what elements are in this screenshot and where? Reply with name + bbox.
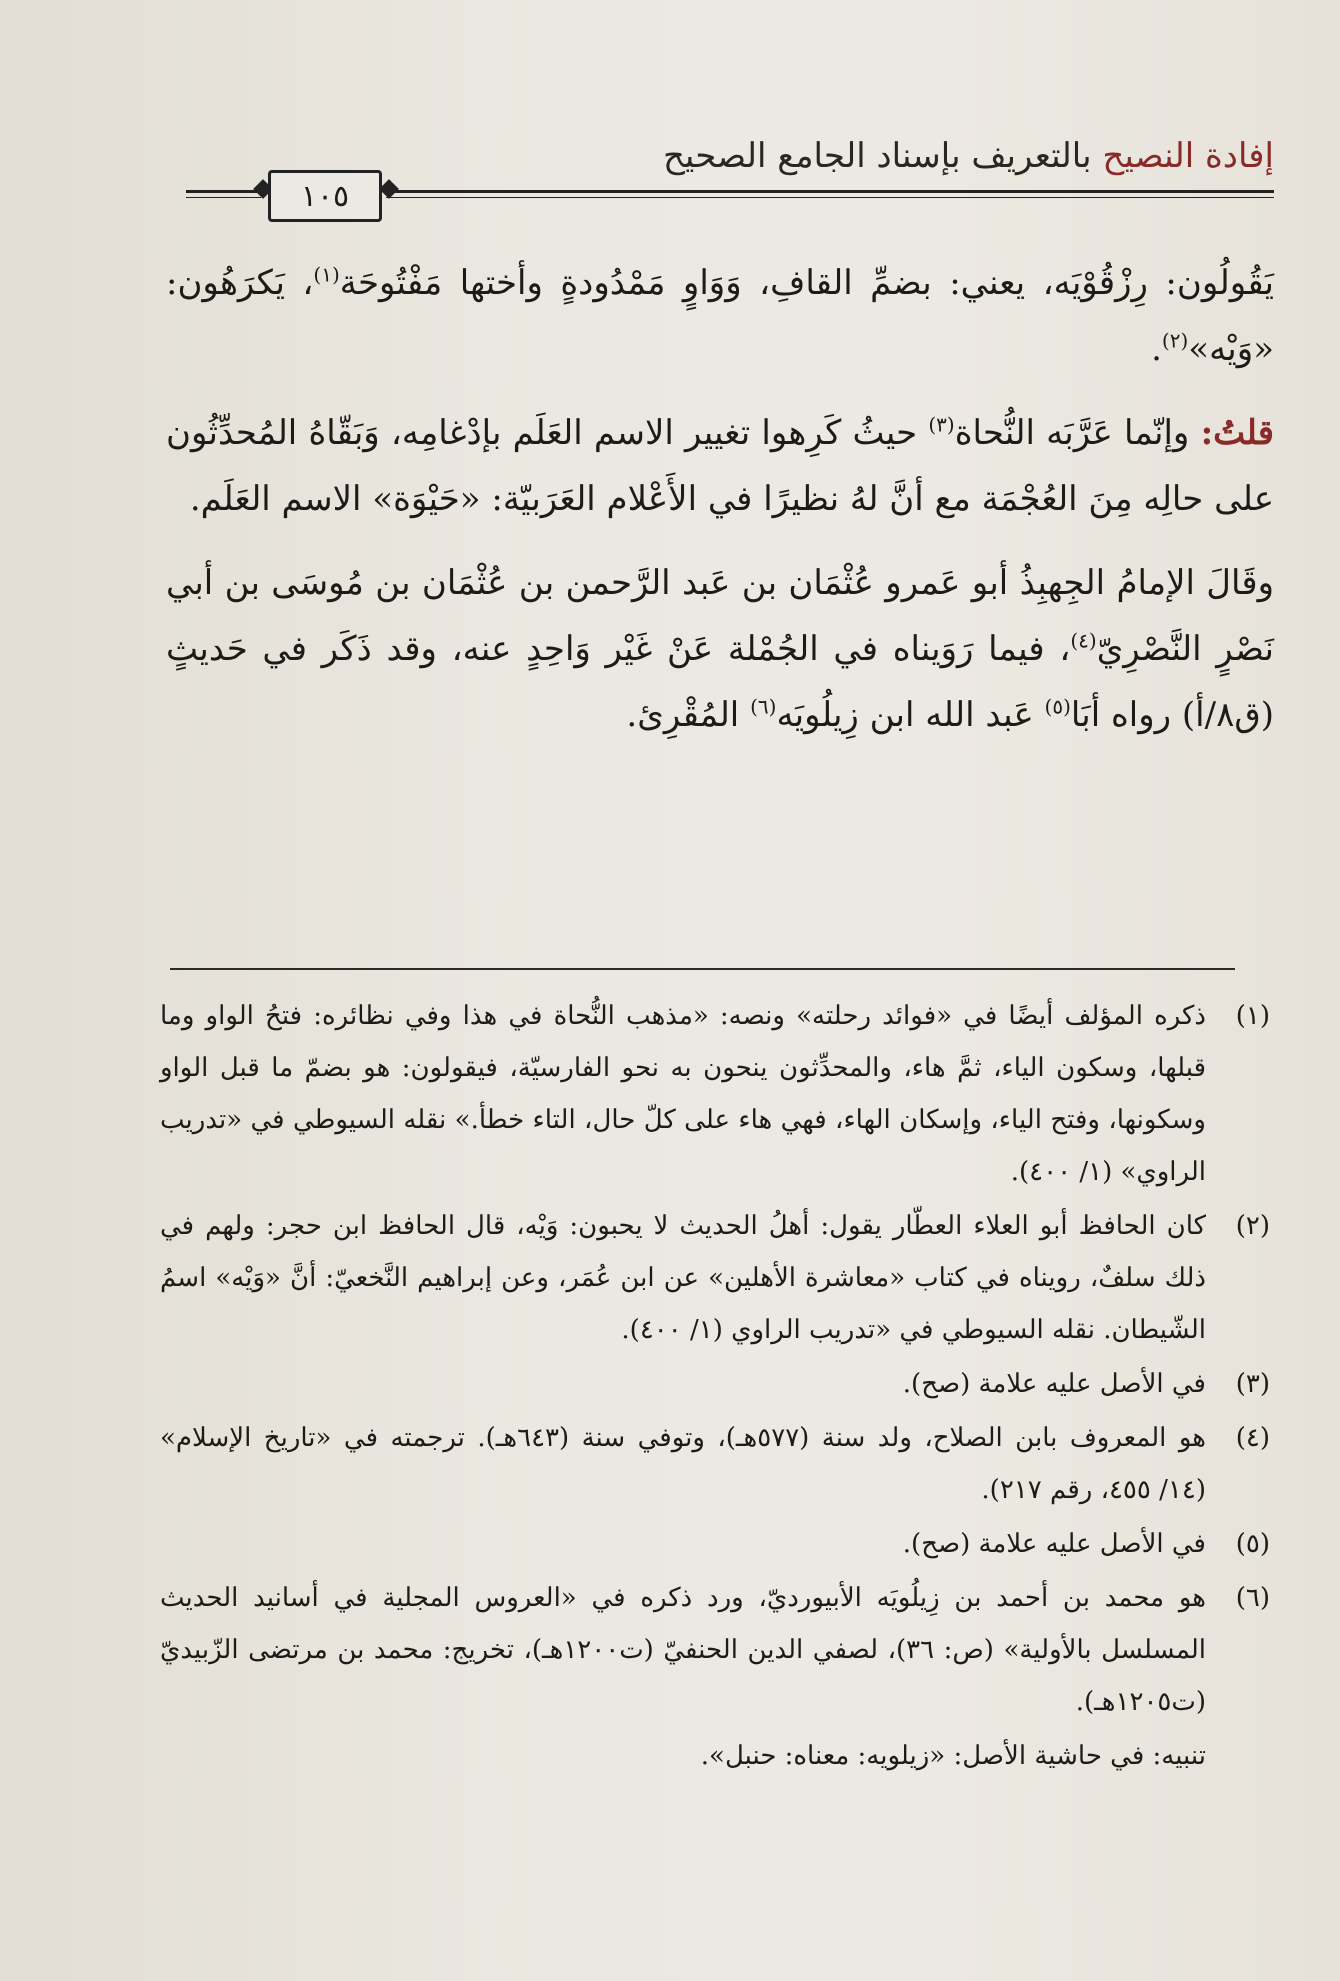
text-span: المُقْرِئ.: [626, 695, 740, 735]
footnote-text: في الأصل عليه علامة (صح).: [902, 1529, 1206, 1559]
paragraph-1: [166, 250, 1274, 382]
footnote: [160, 1572, 1270, 1728]
running-title-accent: إفادة النصيح: [1102, 136, 1274, 176]
running-title-rest: بالتعريف بإسناد الجامع الصحيح: [662, 136, 1092, 176]
text-span: يَقُولُون: رِزْقُوْيَه، يعني: بضمِّ القافِ، وَوَاوٍ مَمْدُودةٍ وأختها مَفْتُوحَة: [339, 263, 1274, 303]
footnote-ref: (٣): [928, 412, 955, 437]
footnote-text: في الأصل عليه علامة (صح).: [902, 1369, 1206, 1399]
footnote-text: كان الحافظ أبو العلاء العطّار يقول: أهلُ الحديث لا يحبون: وَيْه، قال الحافظ ابن حجر: ولهم في ذلك سلفٌ، رويناه في كتاب «معاشرة الأهلين» عن ابن عُمَر، وعن إبراهيم النَّخعيّ: أنَّ «وَيْه» اسمُ الشّيطان. نقله السيوطي في «تدريب الراوي (١/ ٤٠٠).: [160, 1211, 1206, 1345]
footnote-ref: (٦): [750, 694, 777, 719]
footnote-number: (٣): [1235, 1369, 1270, 1399]
footnote-number: (٦): [1235, 1583, 1270, 1613]
header-rule-left: [186, 190, 261, 193]
footnote: [160, 1518, 1270, 1570]
text-span: ، فيما رَوَيناه في الجُمْلة عَنْ غَيْر وَاحِدٍ عنه، وقد ذَكَر في حَديثٍ (ق٨/أ) رواه أبَا: [166, 629, 1274, 735]
footnote-number: (٢): [1235, 1211, 1270, 1241]
running-title: [663, 136, 1274, 176]
text-span: حيثُ كَرِهوا تغيير الاسم العَلَم بإدْغامِه، وَبَقّاهُ المُحدِّثُون على حالِه مِنَ العُجْمَة مع أنَّ لهُ نظيرًا في الأَعْلام العَرَبيّة: «حَيْوَة» الاسم العَلَم.: [166, 413, 1274, 519]
header-rule: [386, 190, 1274, 193]
footnote-ref: (٤): [1070, 628, 1097, 653]
footnote: [160, 990, 1270, 1198]
text-span: عَبد الله ابن زِيلُويَه: [776, 695, 1034, 735]
footnote-text: ذكره المؤلف أيضًا في «فوائد رحلته» ونصه: «مذهب النُّحاة في هذا وفي نظائره: فتحُ الواو وما قبلها، وسكون الياء، ثمَّ هاء، والمحدِّثون ينحون به نحو الفارسيّة، فيقولون: هو بضمّ ما قبل الواو وسكونها، وفتح الياء، وإسكان الهاء، فهي هاء على كلّ حال، التاء خطأ.» نقله السيوطي في «تدريب الراوي» (١/ ٤٠٠).: [160, 1001, 1206, 1187]
qultu-heading: قلتُ:: [1200, 413, 1275, 453]
page-number: ١٠٥: [268, 170, 382, 222]
footnote-number: (٤): [1235, 1423, 1270, 1453]
footnote-separator: [170, 968, 1235, 970]
paragraph-3: [166, 550, 1274, 748]
footnote-text: هو محمد بن أحمد بن زِيلُويَه الأبيورديّ، ورد ذكره في «العروس المجلية في أسانيد الحديث المسلسل بالأولية» (ص: ٣٦)، لصفي الدين الحنفيّ (ت١٢٠٠هـ)، تخريج: محمد بن مرتضى الزّبيديّ (ت١٢٠٥هـ).: [160, 1583, 1206, 1717]
footnote-number: (٥): [1235, 1529, 1270, 1559]
header-rule-left-thin: [186, 197, 261, 198]
footnote-ref: (١): [313, 262, 340, 287]
text-span: .: [1151, 329, 1162, 369]
footnote: [160, 1358, 1270, 1410]
footnote-ref: (٥): [1044, 694, 1071, 719]
text-span: ، يَكرَهُون: «وَيْه»: [166, 263, 1274, 369]
header-rule-thin: [386, 197, 1274, 198]
main-text: [166, 250, 1274, 766]
footnote: [160, 1200, 1270, 1356]
ornament-diamond-icon: [379, 179, 399, 199]
text-span: وقَالَ الإمامُ الجِهبِذُ أبو عَمرو عُثْمَان بن عَبد الرَّحمن بن عُثْمَان بن مُوسَى بن أبي نَصْرٍ النَّصْرِيّ: [166, 563, 1275, 669]
footnote-ref: (٢): [1161, 328, 1189, 353]
footnotes: [160, 990, 1270, 1782]
footnote-text: هو المعروف بابن الصلاح، ولد سنة (٥٧٧هـ)، وتوفي سنة (٦٤٣هـ). ترجمته في «تاريخ الإسلام» (١٤/ ٤٥٥، رقم ٢١٧).: [160, 1423, 1206, 1505]
page-header: [186, 128, 1274, 228]
text-span: وإنّما عَرَّبَه النُّحاة: [954, 413, 1190, 453]
paragraph-2: [166, 400, 1274, 532]
footnote-number: (١): [1235, 1001, 1270, 1031]
footnote: [160, 1412, 1270, 1516]
footnote-note: تنبيه: في حاشية الأصل: «زيلويه: معناه: حنبل».: [700, 1741, 1206, 1771]
